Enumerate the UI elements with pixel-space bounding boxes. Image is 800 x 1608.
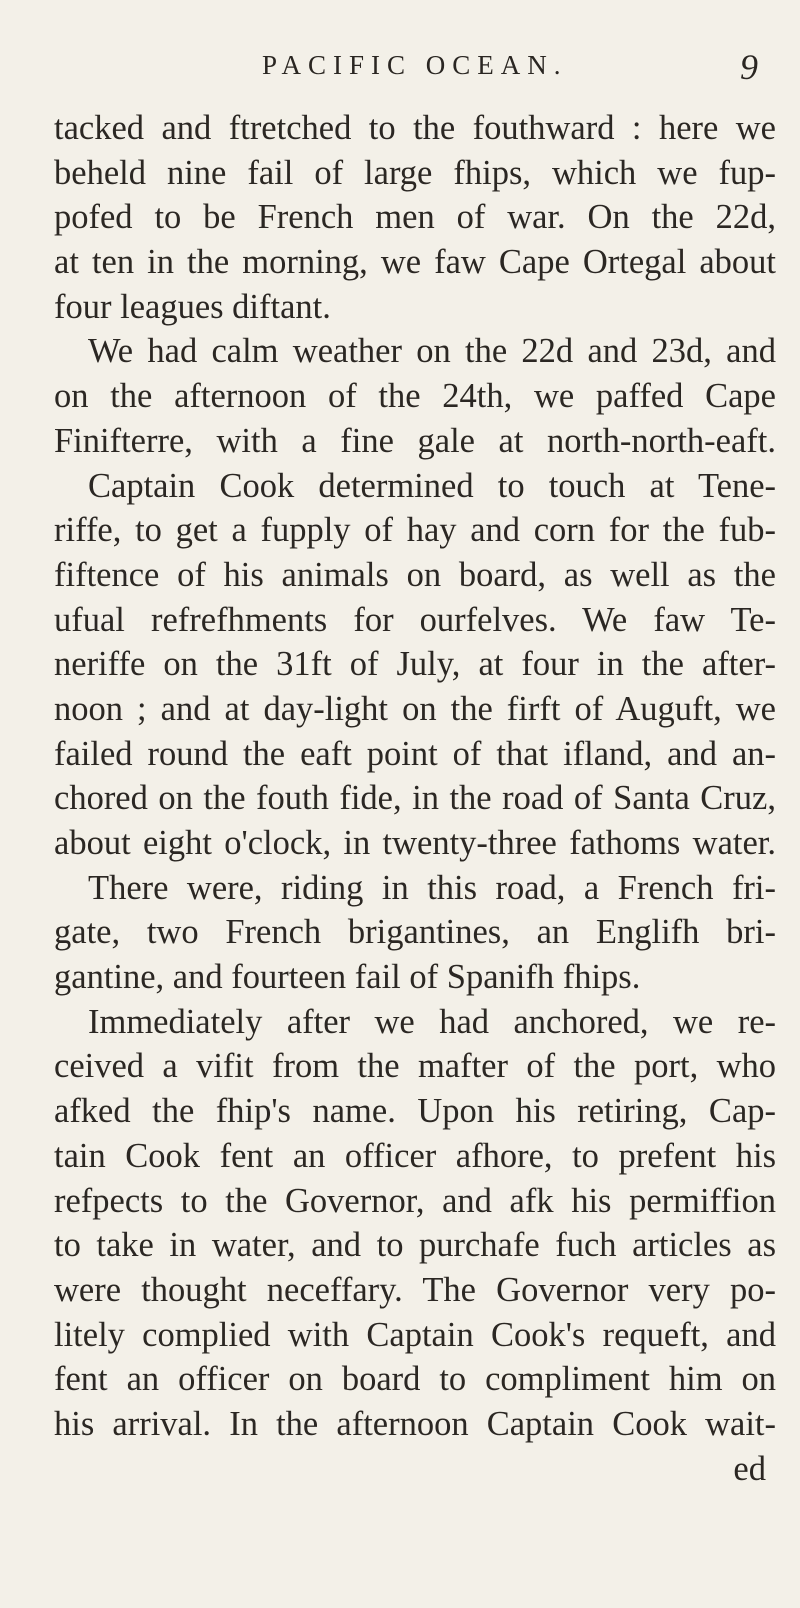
text-line: ed	[733, 1449, 766, 1488]
text-line: ceived a vifit from the mafter of the port, who	[54, 1047, 776, 1086]
running-head-title: PACIFIC OCEAN.	[262, 50, 568, 80]
text-line: Captain Cook determined to touch at Tene-	[88, 466, 776, 505]
text-line: were thought neceffary. The Governor very po-	[54, 1270, 776, 1309]
text-line: about eight o'clock, in twenty-three fathoms water.	[54, 824, 776, 862]
text-line: fent an officer on board to compliment him on	[54, 1360, 776, 1399]
text-line: afked the fhip's name. Upon his retiring, Cap-	[54, 1092, 776, 1131]
running-head	[0, 46, 800, 86]
text-line: riffe, to get a fupply of hay and corn for the fub-	[54, 511, 776, 550]
text-line: refpects to the Governor, and afk his permiffion	[54, 1181, 776, 1220]
text-line: We had calm weather on the 22d and 23d, and	[88, 332, 776, 371]
page-number: 9	[740, 47, 758, 87]
body-text	[54, 106, 776, 1491]
text-line: his arrival. In the afternoon Captain Cook wait-	[54, 1404, 776, 1443]
text-line: fiftence of his animals on board, as well as the	[54, 555, 776, 594]
text-line: Immediately after we had anchored, we re-	[88, 1002, 776, 1041]
text-line: at ten in the morning, we faw Cape Ortegal about	[54, 243, 776, 282]
text-line: to take in water, and to purchafe fuch articles as	[54, 1226, 776, 1265]
text-line: tain Cook fent an officer afhore, to prefent his	[54, 1136, 776, 1175]
text-line: neriffe on the 31ft of July, at four in the after-	[54, 645, 776, 684]
text-line: chored on the fouth fide, in the road of Santa Cruz,	[54, 779, 776, 818]
text-line: gate, two French brigantines, an Englifh bri-	[54, 913, 776, 952]
text-line: noon ; and at day-light on the firft of Auguft, we	[54, 689, 776, 728]
text-line: Finifterre, with a fine gale at north-north-eaft.	[54, 421, 776, 460]
text-line: tacked and ftretched to the fouthward : here we	[54, 109, 776, 147]
text-line: beheld nine fail of large fhips, which we fup-	[54, 153, 776, 192]
text-line: litely complied with Captain Cook's requeft, and	[54, 1315, 776, 1354]
text-line: gantine, and fourteen fail of Spanifh fhips.	[54, 958, 641, 997]
text-line: ufual refrefhments for ourfelves. We faw Te-	[54, 600, 776, 639]
text-line: pofed to be French men of war. On the 22d,	[54, 198, 776, 237]
text-line: on the afternoon of the 24th, we paffed Cape	[54, 377, 776, 416]
text-line: four leagues diftant.	[54, 287, 331, 326]
text-line: There were, riding in this road, a French fri-	[88, 868, 776, 907]
text-line: failed round the eaft point of that ifland, and an-	[54, 734, 776, 773]
